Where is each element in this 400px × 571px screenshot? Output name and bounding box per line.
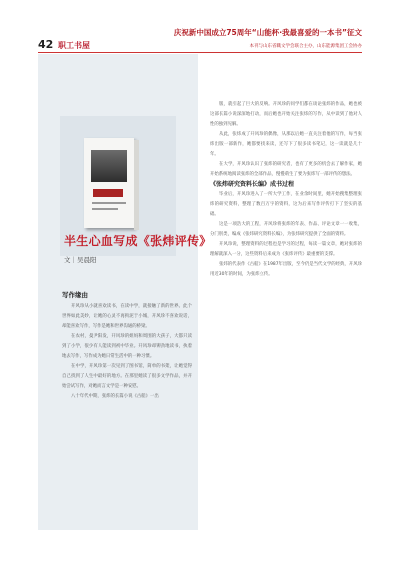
- paragraph: 从此，张炜成了开风珍的偶像，从那以后她一直关注着他的写作，每当张炜出版一部新作，她都要找来读，还写下了很多读书笔记，这一读就是几十年。: [210, 132, 362, 157]
- paragraph: 开风珍说，整理资料的过程也是学习的过程，每读一篇文章，她对张炜的理解就深入一分，这些资料后来成为《张炜评传》最重要的支撑。: [210, 242, 362, 257]
- paragraph: 八十年代中期，张炜的长篇小说《古船》一出: [71, 394, 159, 399]
- paragraph: 开风珍从小就喜欢读书，在读中学，就接触了新的世界。此个世界如此美妙，让她的心灵不再拘泥于小城，开风珍不喜欢说话，却能喜欢写作，写作是她和世界沟通的桥梁。: [62, 304, 192, 329]
- book-cover: [84, 138, 134, 228]
- paragraph: 在农村，曼尹阳发，开风珍的姐妈和周围的大孩子，大都只读到了小学，很少有人能读到初中毕业。开风珍却铆劲地读书，执着地去写作，写作成为她日常生活中的一种习惯。: [62, 334, 192, 359]
- right-column: [210, 100, 362, 280]
- article-title: 半生心血写成《张炜评传》: [64, 234, 212, 248]
- section-label: 职工书屋: [58, 41, 90, 50]
- author-photo: [91, 150, 127, 182]
- page-number: 42: [38, 38, 54, 51]
- header-organizers: 本刊与山东省職文学会联合主办，山东能源集团工会协办: [249, 44, 362, 49]
- header-rule: [38, 52, 362, 53]
- paragraph: 版，就引起了巨大的反响。开风珍的同学们都在谈论张炜的作品，她也被这部长篇小说深深地打动，而后她也开始关注张炜的写作，从中读到了他对人性的独到见解。: [210, 102, 362, 127]
- paragraph: 在中学，开风珍第一次见到了图书馆，简单的书架，让她觉得自己找到了人生中最好的地方。在那里她读了很多文学作品，并开始尝试写作，对她而言文学是一种安慰。: [62, 364, 192, 389]
- paragraph: 这是一项浩大的工程，开风珍将张炜的年表、作品、评论文章一一收集，分门别类，编成《张炜研究资料长编》，为张炜研究提供了全面的资料。: [210, 222, 362, 237]
- paragraph: 张炜的代表作《古船》在1987年出版，至今仍是当代文学的经典，开风珍用近30年的时间，为张炜立传。: [210, 262, 362, 277]
- section-heading-origin: 写作缘由: [62, 291, 88, 299]
- article-author: 文｜吴晨阳: [64, 256, 97, 264]
- paragraph: 在大学，开风珍认识了张炜的研究者，也有了更多的机会去了解作家，她开始系统地阅读张炜的全部作品，慢慢萌生了要为张炜写一部评传的想法。: [210, 162, 362, 177]
- cover-title-band: [93, 189, 123, 197]
- paragraph: 毕业后，开风珍进入了一所大学工作，在业余时间里，她开始搜集整理张炜的研究资料，整理了数百万字的资料，这为后来写作评传打下了坚实的基础。: [210, 192, 362, 217]
- section-heading-process: 《张炜研究资料长编》成书过程: [210, 181, 295, 188]
- left-column: [62, 302, 192, 402]
- book-spine: [134, 140, 139, 230]
- header-title: 庆祝新中国成立75周年“山能杯·我最喜爱的一本书”征文: [173, 28, 362, 37]
